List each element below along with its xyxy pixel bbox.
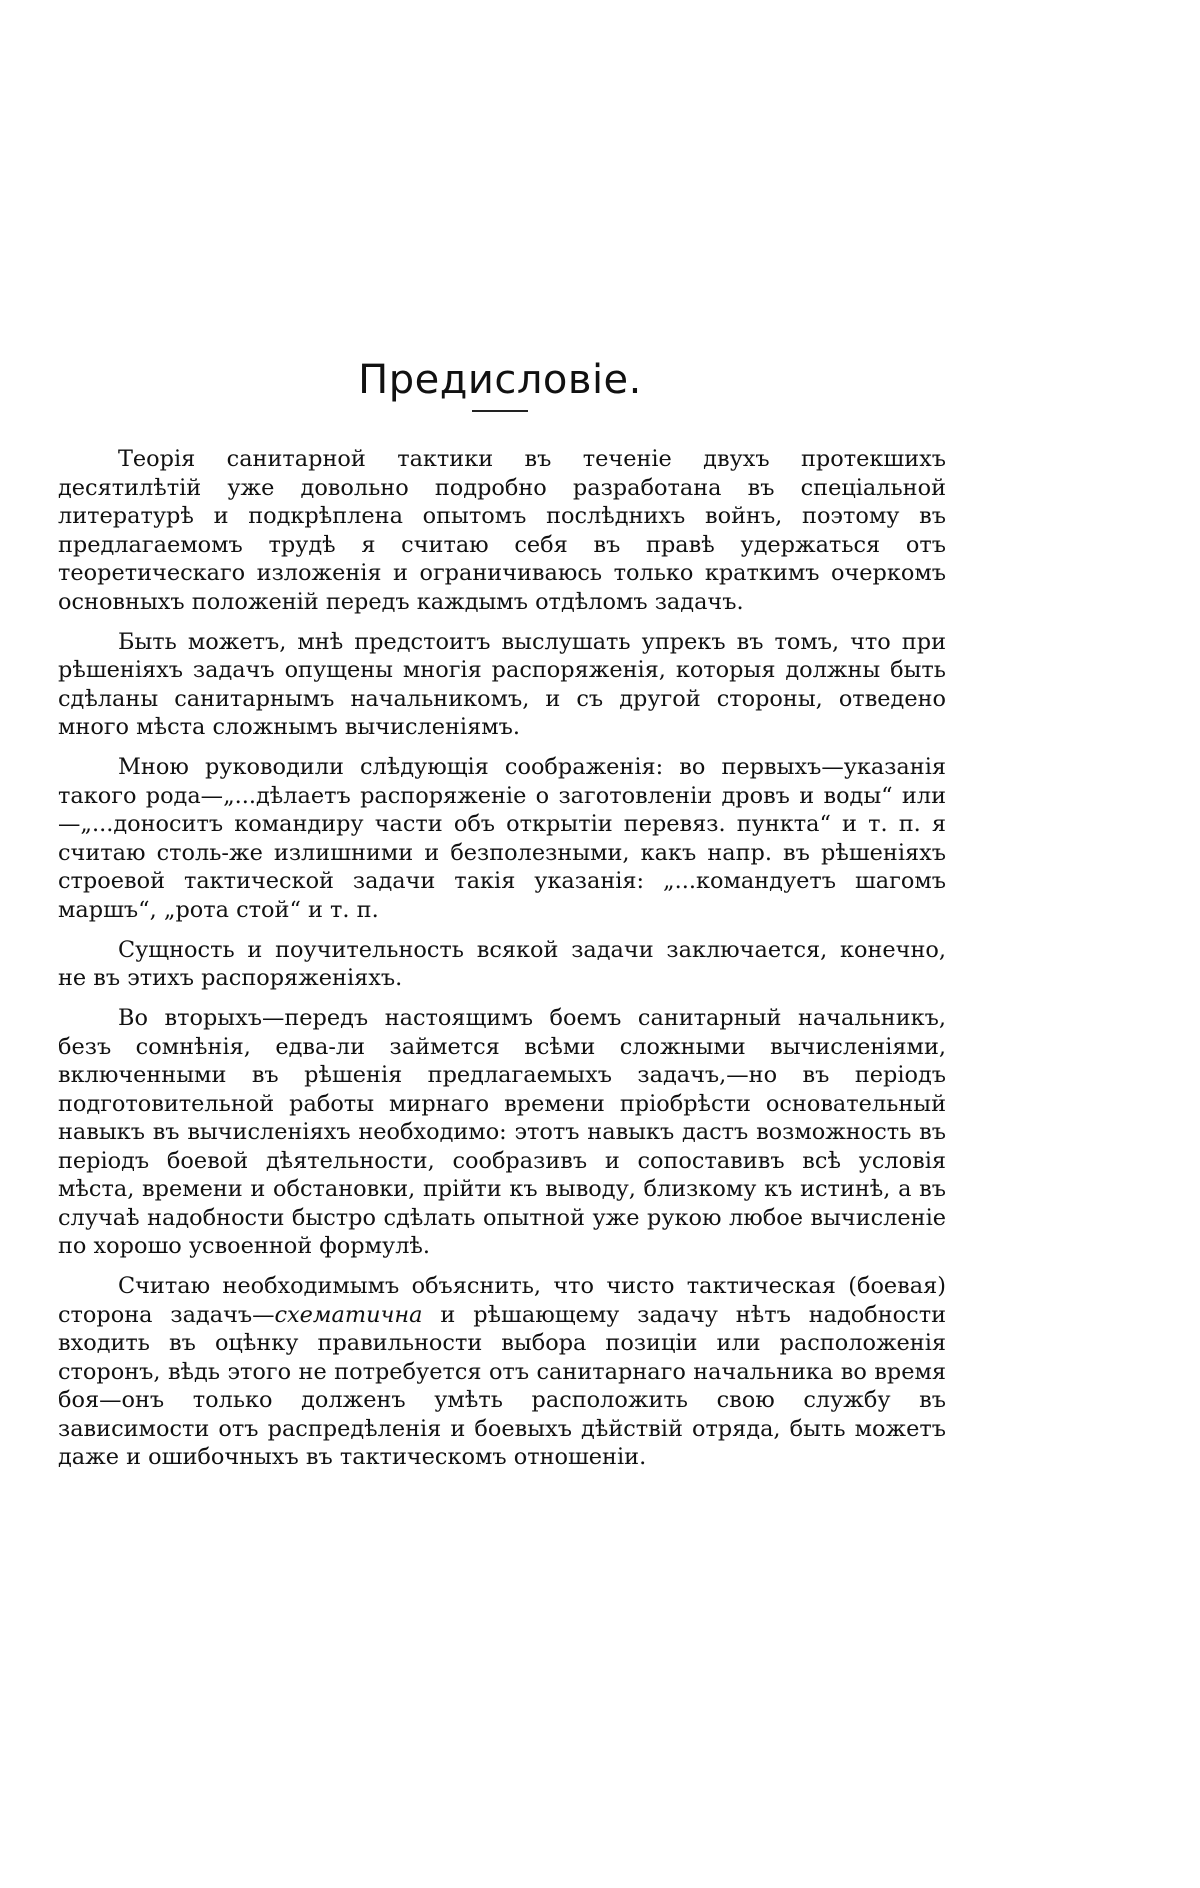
paragraph-5: Во вторыхъ—передъ настоящимъ боемъ санитарный начальникъ, безъ сомнѣнія, едва-ли займется всѣми сложными вычисленіями, включенными въ рѣшенія предлагаемыхъ задачъ,—но въ періодъ подготовительной работы мирнаго времени пріобрѣсти основательный навыкъ въ вычисленіяхъ необходимо: этотъ навыкъ дастъ возможность въ періодъ боевой дѣятельности, сообразивъ и сопоставивъ всѣ условія мѣста, времени и обстановки, прійти къ выводу, близкому къ истинѣ, а въ случаѣ надобности быстро сдѣлать опытной уже рукою любое вычисленіе по хорошо усвоенной формулѣ. (58, 1005, 946, 1259)
body-text (58, 445, 946, 1483)
paragraph-6-end: и рѣшающему задачу нѣтъ надобности входить въ оцѣнку правильности выбора позиціи или расположенія сторонъ, вѣдь этого не потребуется отъ санитарнаго начальника во время боя—онъ только долженъ умѣть расположить свою службу въ зависимости отъ распредѣленія и боевыхъ дѣйствій отряда, быть можетъ даже и ошибочныхъ въ тактическомъ отношеніи. (58, 1301, 947, 1470)
page-title: Предисловіе. (358, 356, 642, 403)
paragraph-3: Мною руководили слѣдующія соображенія: во первыхъ—указанія такого рода—„...дѣлаетъ распоряженіе о заготовленіи дровъ и воды“ или—„...доноситъ командиру части объ открытіи перевяз. пункта“ и т. п. я считаю столь-же излишними и безполезными, какъ напр. въ рѣшеніяхъ строевой тактической задачи такія указанія: „...командуетъ шагомъ маршъ“, „рота стой“ и т. п. (58, 754, 946, 923)
paragraph-6-italic: схематична (274, 1301, 423, 1328)
paragraph-4: Сущность и поучительность всякой задачи заключается, конечно, не въ этихъ распоряженіяхъ. (58, 936, 946, 991)
paragraph-6 (58, 1272, 946, 1472)
paragraph-2: Быть можетъ, мнѣ предстоитъ выслушать упрекъ въ томъ, что при рѣшеніяхъ задачъ опущены многія распоряженія, которыя должны быть сдѣланы санитарнымъ начальникомъ, и съ другой стороны, отведено много мѣста сложнымъ вычисленіямъ. (58, 628, 946, 740)
title-divider (472, 410, 528, 412)
paragraph-6-start: Считаю необходимымъ объяснить, что чисто тактическая (боевая) сторона задачъ— (58, 1273, 946, 1328)
paragraph-1: Теорія санитарной тактики въ теченіе двухъ протекшихъ десятилѣтій уже довольно подробно разработана въ спеціальной литературѣ и подкрѣплена опытомъ послѣднихъ войнъ, поэтому въ предлагаемомъ трудѣ я считаю себя въ правѣ удержаться отъ теоретическаго изложенія и ограничиваюсь только краткимъ очеркомъ основныхъ положеній передъ каждымъ отдѣломъ задачъ. (58, 446, 946, 615)
